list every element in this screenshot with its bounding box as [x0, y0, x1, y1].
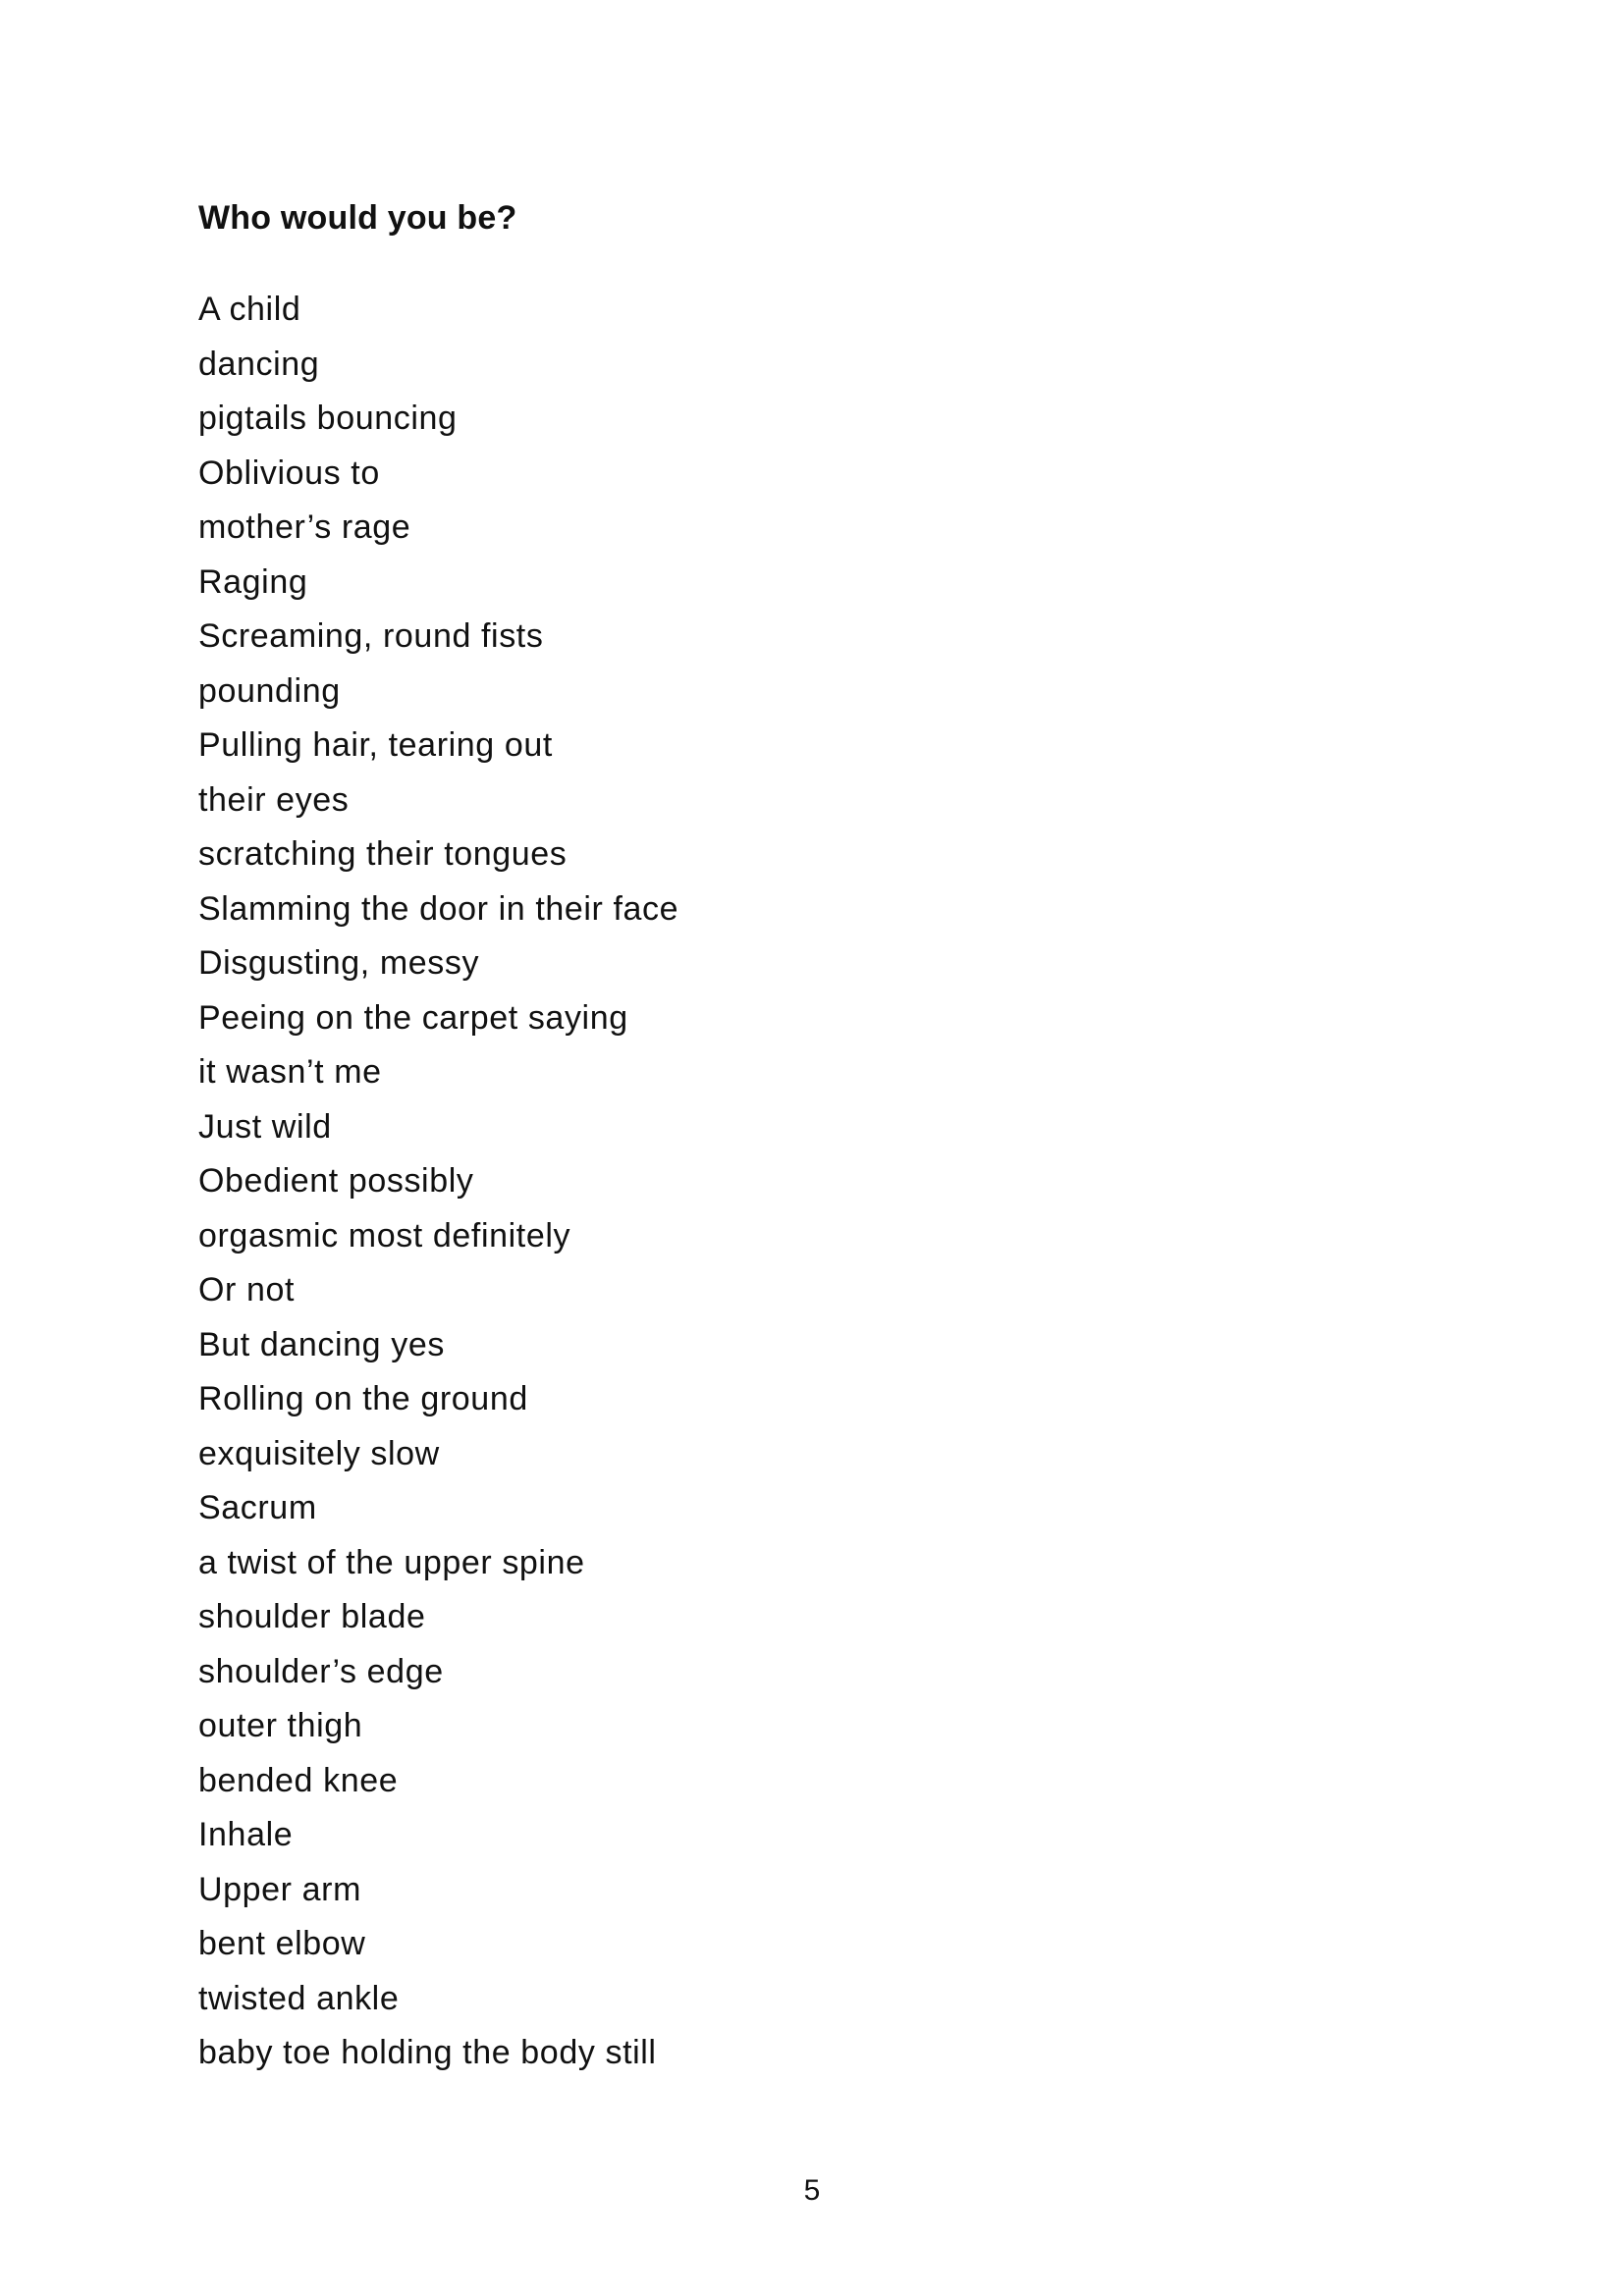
- poem-line: Rolling on the ground: [198, 1380, 528, 1417]
- poem-line: a twist of the upper spine: [198, 1543, 585, 1581]
- poem-line: dancing: [198, 345, 320, 383]
- poem-line: A child: [198, 291, 301, 328]
- poem-line: twisted ankle: [198, 1979, 400, 2017]
- poem-line: outer thigh: [198, 1707, 363, 1744]
- poem-line: Just wild: [198, 1107, 332, 1146]
- poem-title: Who would you be?: [198, 199, 517, 237]
- poem-line: Pulling hair, tearing out: [198, 726, 553, 764]
- poem-line: pigtails bouncing: [198, 400, 458, 437]
- poem-line: Screaming, round fists: [198, 617, 544, 655]
- poem-line: Inhale: [198, 1816, 294, 1853]
- poem-line: Slamming the door in their face: [198, 889, 679, 928]
- poem-body: [198, 283, 678, 2081]
- poem-line: Peeing on the carpet saying: [198, 998, 628, 1037]
- page-number: 5: [803, 2174, 821, 2207]
- poem-line: Upper arm: [198, 1870, 362, 1908]
- poem-line: Raging: [198, 562, 308, 601]
- poem-line: pounding: [198, 671, 341, 710]
- poem-line: Oblivious to: [198, 454, 380, 492]
- poem-line: bended knee: [198, 1761, 399, 1799]
- poem-line: shoulder’s edge: [198, 1652, 444, 1690]
- poem-line: Sacrum: [198, 1489, 317, 1526]
- poem-line: But dancing yes: [198, 1325, 445, 1363]
- poem-line: baby toe holding the body still: [198, 2034, 657, 2071]
- poem-line: orgasmic most definitely: [198, 1216, 571, 1255]
- poem-line: Disgusting, messy: [198, 944, 480, 982]
- poem-line: it wasn’t me: [198, 1053, 382, 1091]
- poem-line: exquisitely slow: [198, 1434, 440, 1472]
- poem-line: Obedient possibly: [198, 1162, 474, 1200]
- poem-line: shoulder blade: [198, 1598, 426, 1635]
- poem-line: bent elbow: [198, 1925, 366, 1962]
- poem-line: Or not: [198, 1271, 296, 1308]
- poem-line: scratching their tongues: [198, 835, 568, 873]
- poem-line: their eyes: [198, 780, 350, 819]
- poem-line: mother’s rage: [198, 508, 411, 546]
